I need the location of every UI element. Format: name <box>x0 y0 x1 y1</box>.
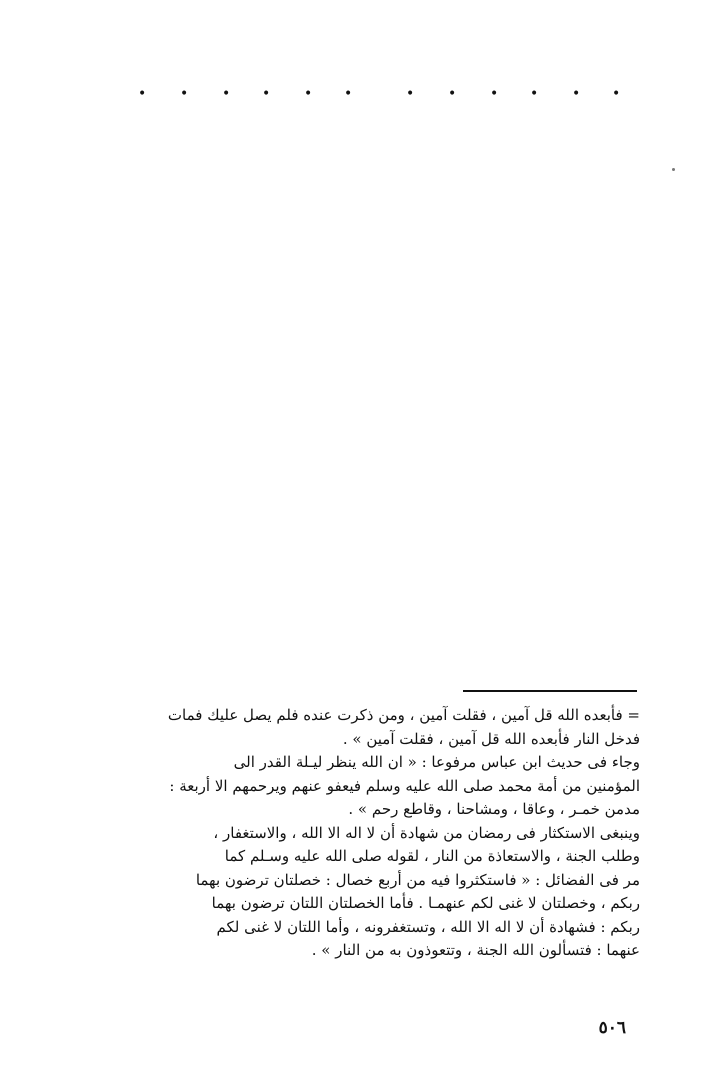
footnote-line: مدمن خمـر ، وعاقا ، ومشاحنا ، وقاطع رحم » . <box>348 800 640 818</box>
ornament-dot: • <box>490 86 499 102</box>
ornament-dot: • <box>138 86 147 102</box>
ornament-dot: • <box>222 86 231 102</box>
ornament-dot-row <box>138 86 622 102</box>
footnote-separator-rule <box>463 690 637 692</box>
footnote-text-block <box>100 704 640 963</box>
footnote-line: وطلب الجنة ، والاستعاذة من النار ، لقوله صلى الله عليه وسـلم كما <box>224 847 640 865</box>
footnote-line: ربكم : فشهادة أن لا اله الا الله ، وتستغفرونه ، وأما اللتان لا غنى لكم <box>216 917 640 936</box>
ornament-dot: • <box>180 86 189 102</box>
ornament-dot: • <box>530 86 539 102</box>
ornament-dot: • <box>344 86 353 102</box>
footnote-line: وينبغى الاستكثار فى رمضان من شهادة أن لا اله الا الله ، والاستغفار ، <box>213 823 640 842</box>
ornament-dot: • <box>448 86 457 102</box>
ornament-dot: • <box>572 86 581 102</box>
footnote-line: مر فى الفضائل : « فاستكثروا فيه من أربع خصال : خصلتان ترضون بهما <box>195 870 640 889</box>
footnote-line: المؤمنين من أمة محمد صلى الله عليه وسلم فيعفو عنهم ويرحمهم الا أربعة : <box>169 776 640 795</box>
ornament-dot: • <box>304 86 313 102</box>
page-number: ٥٠٦ <box>598 1018 626 1038</box>
footnote-line: فدخل النار فأبعده الله قل آمين ، فقلت آمين » . <box>342 729 640 748</box>
ornament-dot: • <box>612 86 621 102</box>
footnote-line: ربكم ، وخصلتان لا غنى لكم عنهمـا . فأما الخصلتان اللتان ترضون بهما <box>211 894 640 912</box>
footnote-line: عنهما : فتسألون الله الجنة ، وتتعوذون به من النار » . <box>311 941 640 959</box>
ornament-dot: • <box>406 86 415 102</box>
ornament-dot: • <box>262 86 271 102</box>
footnote-line: وجاء فى حديث ابن عباس مرفوعا : « ان الله ينظر ليـلة القدر الى <box>233 753 640 771</box>
footnote-line: = فأبعده الله قل آمين ، فقلت آمين ، ومن ذكرت عنده فلم يصل عليك فمات <box>167 706 640 724</box>
print-speck <box>672 168 675 171</box>
